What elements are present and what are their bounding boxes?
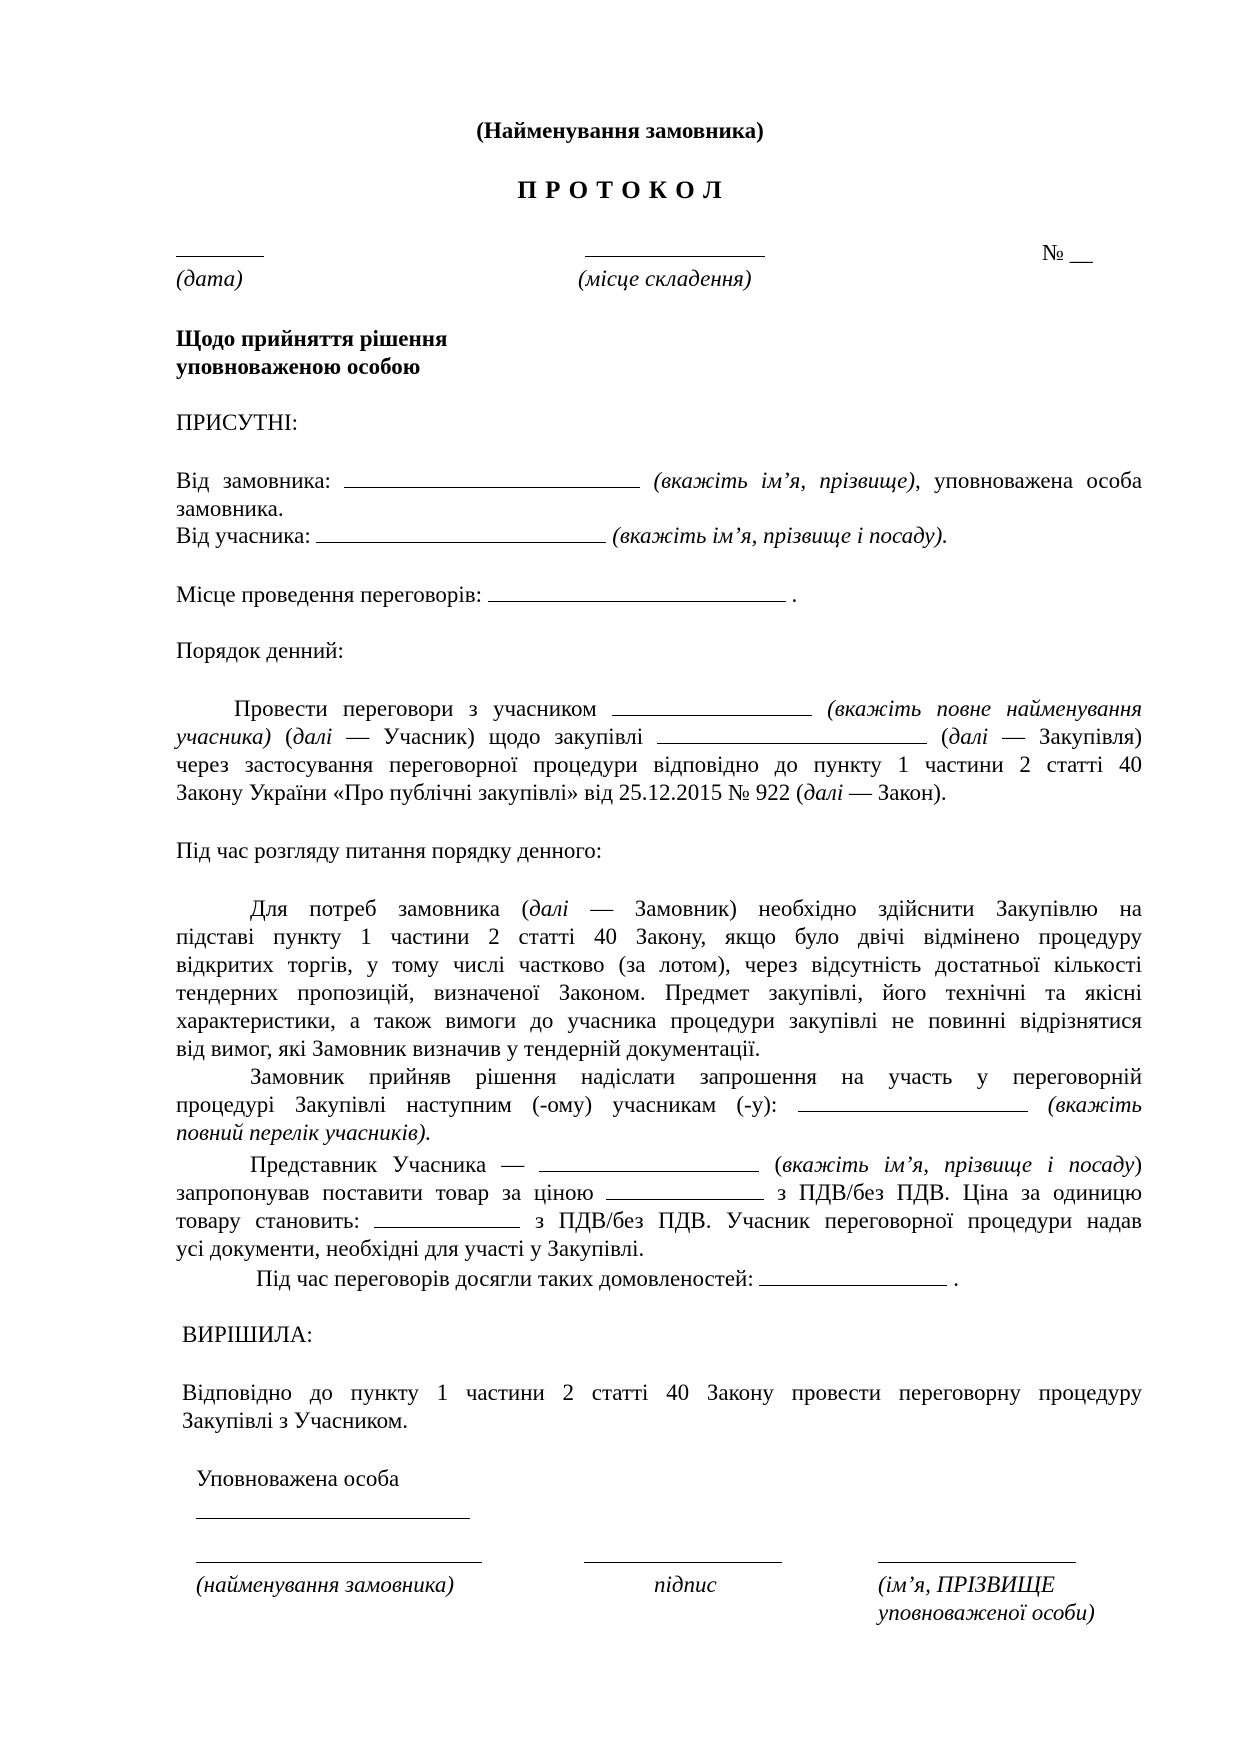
customer-name-blank (344, 469, 640, 488)
discussion-p2-line-6: від вимог, які Замовник визначив у тендерній документації. (176, 1036, 761, 1061)
discussion-p2-line-2: підставі пункту 1 частини 2 статті 40 Закону, якщо було двічі відмінено процедуру (176, 924, 1142, 949)
participant-full-name-blank (612, 697, 812, 716)
place-caption: (місце складення) (578, 266, 752, 291)
customer-tail: , уповноважена особа (915, 468, 1143, 493)
date-caption: (дата) (176, 266, 243, 291)
agenda-para-line-3: через застосування переговорної процедури відповідно до пункту 1 частини 2 статті 40 (176, 752, 1142, 777)
discussion-p4-line-3 (176, 1208, 1142, 1234)
discussion-p3-line-3: повний перелік учасників). (176, 1120, 432, 1145)
caption-name-2: уповноваженої особи) (878, 1600, 1095, 1625)
p2-dali: далі (529, 896, 569, 921)
venue-blank (488, 583, 786, 602)
discussion-p5-line (256, 1266, 959, 1292)
caption-customer: (найменування замовника) (196, 1572, 455, 1597)
agenda-text-c: — Учасник) щодо закупівлі (332, 724, 644, 749)
p4-l3b: з ПДВ/без ПДВ. Учасник переговорної процедури надав (534, 1208, 1142, 1233)
decision-line-2: Закупівлі з Учасником. (182, 1408, 409, 1433)
discussion-p2-line-5: характеристики, а також вимоги до учасника процедури закупівлі не повинні відрізнятися (176, 1008, 1142, 1033)
discussion-p2-line-1 (250, 896, 1142, 922)
discussion-p3-line-2 (176, 1092, 1142, 1118)
agenda-text: Провести переговори з учасником (234, 696, 597, 721)
agenda-hint: (вкажіть повне найменування (827, 696, 1143, 721)
p3-hint: (вкажіть (1047, 1092, 1142, 1117)
price-blank (606, 1181, 764, 1200)
person-name-blank (878, 1562, 1076, 1563)
discussion-p4-line-4: усі документи, необхідні для участі у Закупівлі. (176, 1236, 645, 1261)
customer-name-heading: (Найменування замовника) (476, 118, 764, 143)
signature-blank (584, 1562, 782, 1563)
customer-hint: (вкажіть ім’я, прізвище) (653, 468, 916, 493)
agenda-l4b: — Закон). (843, 780, 947, 805)
p2-l1a: Для потреб замовника ( (250, 896, 530, 921)
discussion-p2-line-3: відкритих торгів, у тому числі частково (за лотом), через відсутність достатньої кількості (176, 952, 1142, 977)
discussion-p3-line-1: Замовник прийняв рішення надіслати запрошення на участь у переговорній (250, 1064, 1142, 1089)
agenda-heading: Порядок денний: (176, 638, 344, 663)
agenda-paren-2: ( (940, 724, 949, 749)
p3-l2a: процедурі Закупівлі наступним (-ому) учасникам (-у): (176, 1092, 778, 1117)
place-blank (585, 256, 765, 257)
agenda-paren: ( (285, 724, 293, 749)
p4-l2a: запропонував поставити товар за ціною (176, 1180, 594, 1205)
procurement-subject-blank (657, 725, 927, 744)
p5-tail: . (953, 1266, 959, 1291)
p4-hint: вкажіть ім’я, прізвище і посаду (782, 1152, 1135, 1177)
subject-line-2: уповноваженою особою (176, 354, 421, 379)
signature-label: Уповноважена особа (196, 1466, 400, 1491)
agenda-dali-2: далі (948, 724, 989, 749)
participants-list-blank (798, 1093, 1028, 1112)
venue-line (176, 582, 797, 608)
authorized-person-blank (196, 1518, 470, 1519)
participant-hint: (вкажіть ім’я, прізвище і посаду). (612, 523, 949, 548)
agenda-l4-dali: далі (803, 780, 844, 805)
agenda-para-line-1 (234, 696, 1142, 722)
participant-name-blank (316, 524, 606, 543)
decision-line-1: Відповідно до пункту 1 частини 2 статті 40 Закону провести переговорну процедуру (182, 1380, 1142, 1405)
document-number: № __ (1042, 240, 1093, 265)
discussion-heading: Під час розгляду питання порядку денного: (176, 838, 603, 863)
date-blank (176, 256, 264, 257)
agenda-hint-2: учасника) (176, 724, 272, 749)
present-heading: ПРИСУТНІ: (176, 410, 299, 435)
discussion-p4-line-2 (176, 1180, 1142, 1206)
venue-tail: . (791, 582, 798, 607)
agenda-l4a: Закону України «Про публічні закупівлі» від 25.12.2015 № 922 ( (176, 780, 804, 805)
p4-l1a: Представник Учасника — (250, 1152, 525, 1177)
agenda-text-e: — Закупівля) (988, 724, 1143, 749)
present-customer-line-2: замовника. (176, 496, 284, 521)
present-customer-line (176, 468, 1142, 494)
venue-label: Місце проведення переговорів: (176, 582, 483, 607)
agenda-dali: далі (292, 724, 333, 749)
p4-l3a: товару становить: (176, 1208, 360, 1233)
subject-line-1: Щодо прийняття рішення (176, 326, 448, 351)
agreements-blank (759, 1267, 947, 1286)
customer-label: Від замовника: (176, 468, 331, 493)
p4-l2b: з ПДВ/без ПДВ. Ціна за одиницю (777, 1180, 1142, 1205)
p2-l1b: — Замовник) необхідно здійснити Закупівлю на (568, 896, 1143, 921)
participant-label: Від учасника: (176, 523, 311, 548)
discussion-p2-line-4: тендерних пропозицій, визначеної Законом. Предмет закупівлі, його технічні та якісні (176, 980, 1142, 1005)
decision-heading: ВИРІШИЛА: (182, 1322, 313, 1347)
p5-text: Під час переговорів досягли таких домовленостей: (256, 1266, 754, 1291)
agenda-para-line-4 (176, 780, 947, 806)
customer-name-signature-blank (196, 1562, 482, 1563)
unit-price-blank (374, 1209, 520, 1228)
representative-blank (539, 1153, 759, 1172)
caption-name-1: (ім’я, ПРІЗВИЩЕ (878, 1572, 1055, 1597)
caption-sign: підпис (654, 1572, 717, 1597)
discussion-p4-line-1: Представник Учасника — (вкажіть ім’я, прізвище і посаду) (250, 1152, 1142, 1177)
document-title: П Р О Т О К О Л (517, 177, 723, 204)
agenda-para-line-2 (176, 724, 1142, 750)
present-participant-line (176, 523, 948, 549)
